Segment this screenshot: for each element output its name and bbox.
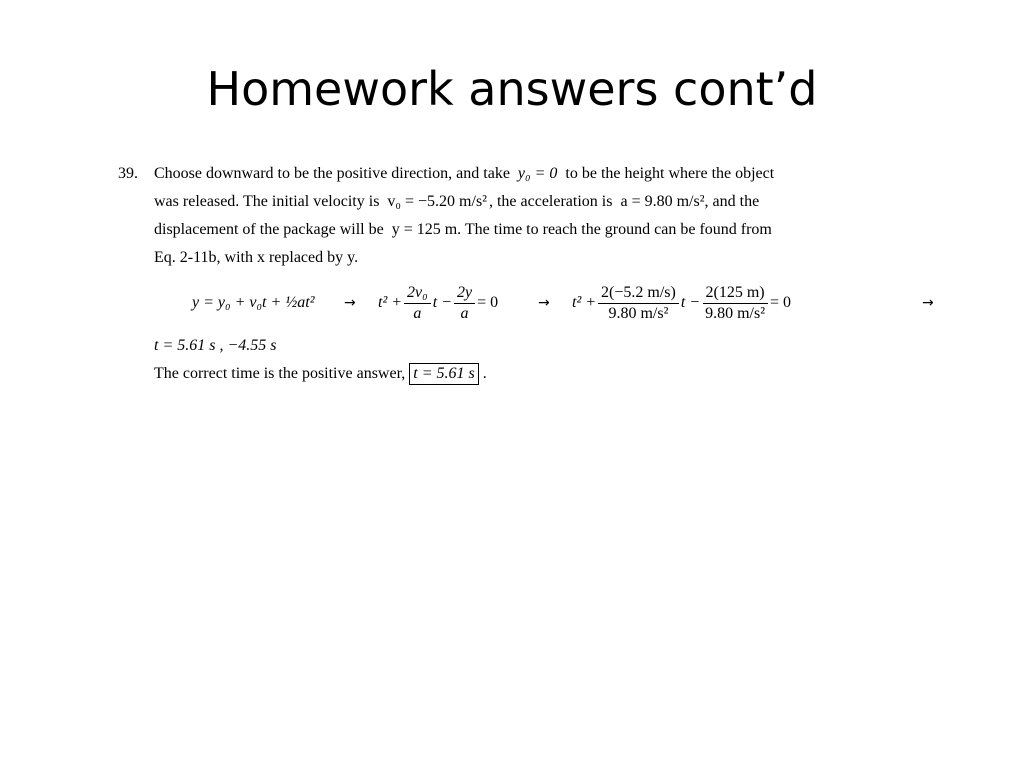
line1-text-a: Choose downward to be the positive direction, and take — [154, 165, 510, 182]
sub-fraction-2-den: 9.80 m/s² — [705, 304, 766, 322]
problem-39 — [118, 160, 934, 388]
final-answer-text: The correct time is the positive answer, — [154, 365, 406, 382]
line1-text-b: to be the height where the object — [565, 165, 775, 182]
displacement: y = 125 m — [391, 221, 458, 238]
quad-fraction-2-num: 2y — [454, 283, 475, 304]
line2-text-a: was released. The initial velocity is — [154, 193, 380, 210]
initial-velocity: v₀ = −5.20 m/s² — [387, 193, 487, 210]
problem-line-4: Eq. 2-11b, with x replaced by y. — [154, 249, 359, 266]
line3-text-a: displacement of the package will be — [154, 221, 384, 238]
acceleration: a = 9.80 m/s² — [620, 193, 705, 210]
sub-term-c: = 0 — [770, 294, 792, 311]
quad-fraction-1-den: a — [413, 304, 422, 322]
kinematic-equation — [192, 274, 315, 332]
solutions-line — [154, 332, 862, 360]
kinematic-equation-text: y = y₀ + v₀t + ½at² — [192, 294, 315, 311]
right-arrow-icon: → — [344, 295, 356, 311]
slide-title: Homework answers cont’d — [206, 62, 818, 116]
final-answer-box — [409, 363, 478, 385]
problem-line-2 — [154, 188, 862, 216]
problem-number: 39. — [118, 165, 138, 182]
quadratic-equation — [378, 274, 498, 332]
problem-line-1 — [154, 160, 862, 188]
quad-fraction-1 — [404, 283, 431, 324]
line1-equation: y₀ = 0 — [517, 165, 558, 182]
right-arrow-icon: → — [922, 295, 934, 311]
sub-fraction-2-num: 2(125 m) — [703, 283, 768, 304]
quad-fraction-2 — [454, 283, 475, 324]
solutions-block — [154, 332, 862, 388]
quad-term-c: = 0 — [477, 294, 499, 311]
sub-fraction-1-num: 2(−5.2 m/s) — [598, 283, 679, 304]
sub-term-b: t − — [680, 294, 701, 311]
solutions-text: t = 5.61 s , −4.55 s — [154, 337, 277, 354]
quad-term-b: t − — [432, 294, 452, 311]
substituted-equation — [572, 274, 791, 332]
quad-fraction-2-den: a — [460, 304, 469, 322]
problem-line-3 — [154, 216, 862, 244]
problem-text — [154, 160, 862, 272]
quad-term-a: t² + — [378, 294, 403, 311]
equation-row — [192, 274, 934, 332]
line2-text-b: , the acceleration is — [488, 193, 613, 210]
quad-fraction-1-num: 2v₀ — [404, 283, 431, 304]
final-answer-period: . — [482, 365, 487, 382]
final-answer-value: t = 5.61 s — [413, 365, 475, 382]
sub-term-a: t² + — [572, 294, 597, 311]
sub-fraction-1-den: 9.80 m/s² — [608, 304, 669, 322]
final-answer-line — [154, 360, 862, 388]
right-arrow-icon: → — [538, 295, 550, 311]
line2-text-c: , and the — [704, 193, 760, 210]
sub-fraction-2 — [702, 283, 768, 324]
line3-text-b: . The time to reach the ground can be found from — [457, 221, 772, 238]
sub-fraction-1 — [598, 283, 679, 324]
